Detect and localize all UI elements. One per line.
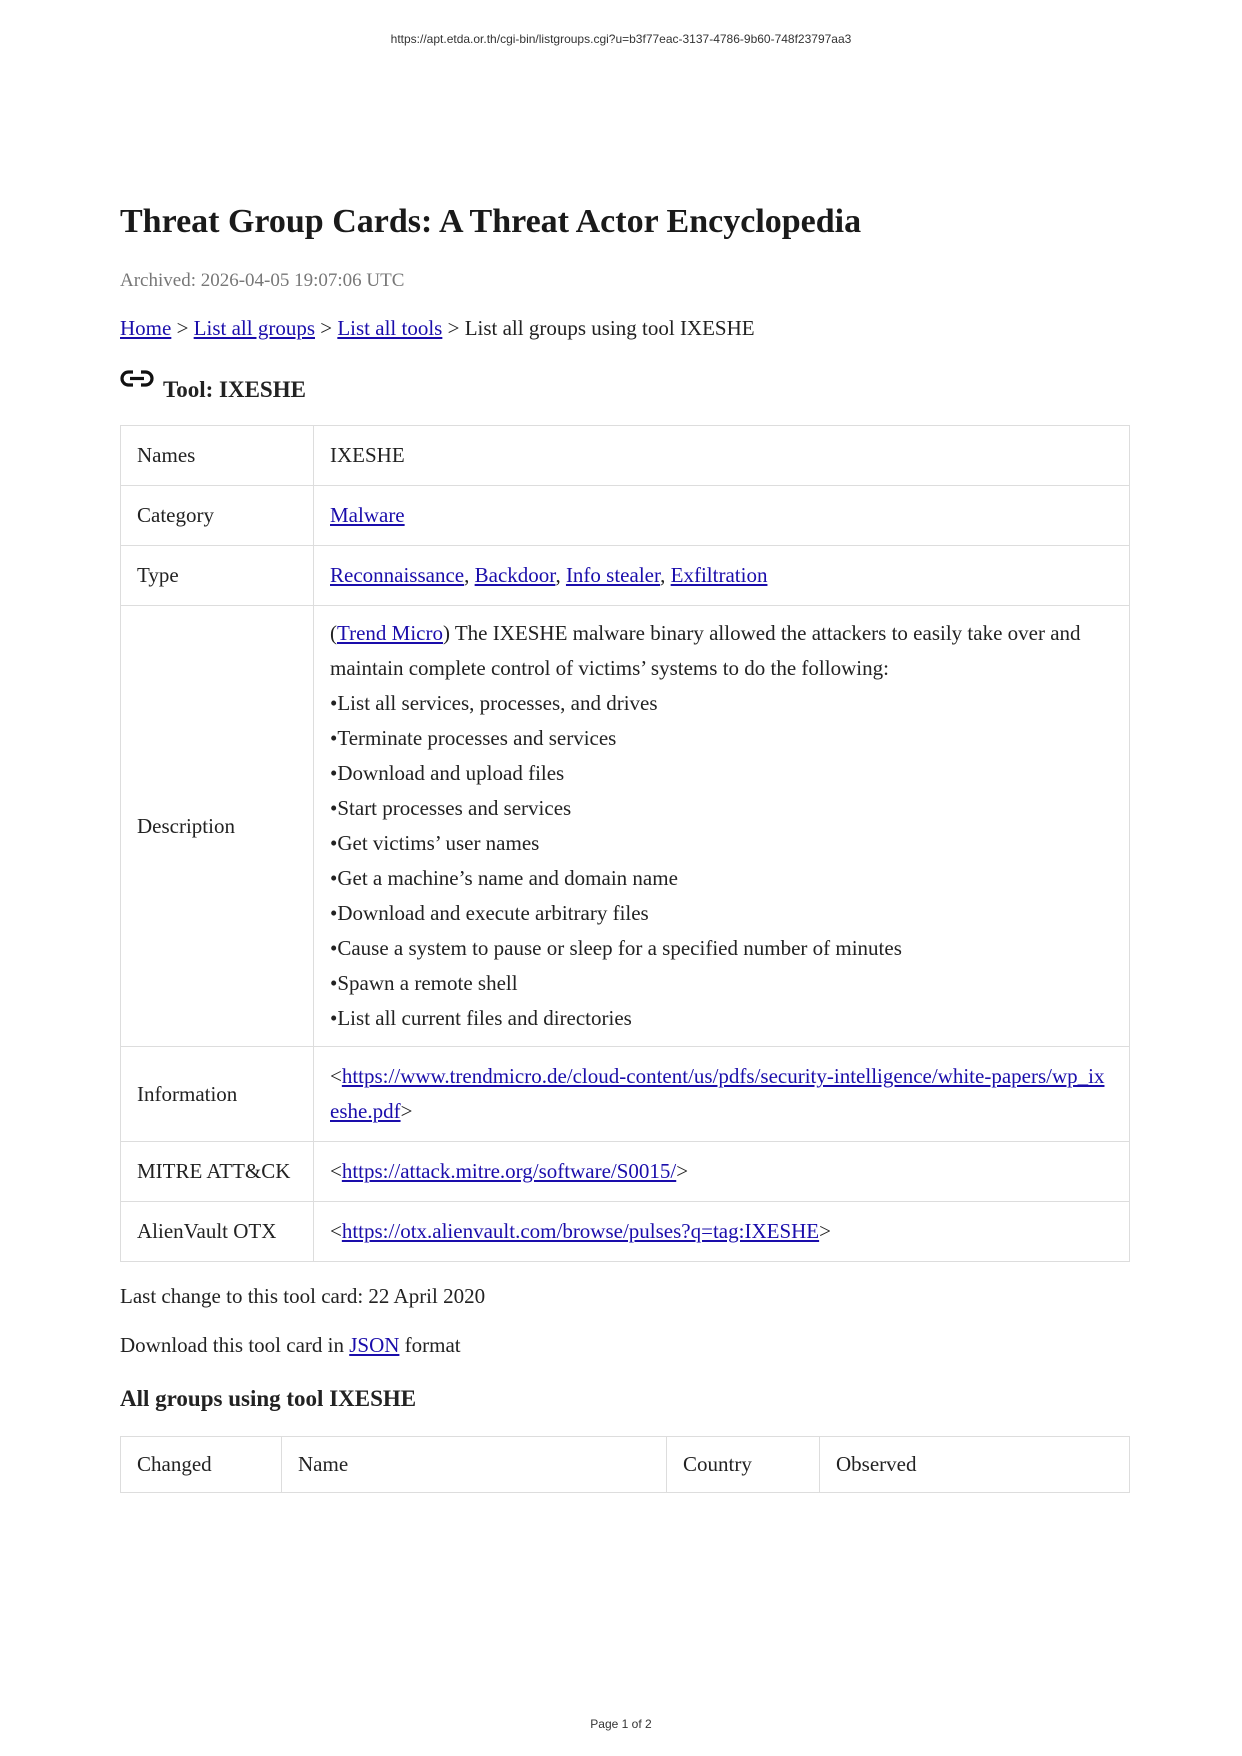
page-title: Threat Group Cards: A Threat Actor Encyclopedia [120, 203, 862, 240]
list-item: • List all services, processes, and drives [330, 686, 1113, 721]
breadcrumb-separator: > [320, 316, 333, 341]
tool-heading [120, 377, 1130, 403]
type-separator: , [660, 563, 671, 588]
list-item: • Download and upload files [330, 756, 1113, 791]
archived-timestamp: Archived: 2026-04-05 19:07:06 UTC [120, 270, 405, 292]
description-label: Description [121, 606, 314, 1047]
tool-info-table [120, 425, 1130, 1262]
table-header-row [121, 1437, 1130, 1493]
type-value [314, 546, 1130, 606]
angle-open: < [330, 1219, 342, 1244]
list-item: • Cause a system to pause or sleep for a specified number of minutes [330, 931, 1113, 966]
angle-close: > [676, 1159, 689, 1184]
otx-link[interactable]: https://otx.alienvault.com/browse/pulses?q=tag:IXESHE [341, 1219, 820, 1244]
type-info-stealer-link[interactable]: Info stealer [565, 563, 661, 588]
groups-heading: All groups using tool IXESHE [120, 1386, 417, 1412]
breadcrumb-home-link[interactable]: Home [120, 316, 172, 341]
type-reconnaissance-link[interactable]: Reconnaissance [330, 563, 465, 588]
mitre-label: MITRE ATT&CK [121, 1142, 314, 1202]
description-intro [330, 616, 1113, 686]
link-icon [120, 369, 154, 389]
list-item: • Download and execute arbitrary files [330, 896, 1113, 931]
table-row [121, 1202, 1130, 1262]
table-row [121, 486, 1130, 546]
trend-micro-link[interactable]: Trend Micro [337, 621, 443, 646]
list-item: • Start processes and services [330, 791, 1113, 826]
angle-open: < [330, 1064, 342, 1089]
table-row [121, 606, 1130, 1047]
main-content [120, 200, 1130, 1493]
type-separator: , [555, 563, 566, 588]
breadcrumb [120, 316, 1130, 341]
table-row [121, 1142, 1130, 1202]
column-header-country: Country [667, 1437, 820, 1493]
breadcrumb-separator: > [176, 316, 189, 341]
information-value [314, 1047, 1130, 1142]
information-label: Information [121, 1047, 314, 1142]
description-value [314, 606, 1130, 1047]
description-intro-text: ) The IXESHE malware binary allowed the attackers to easily take over and maintain complete control of victims’ systems to do the following: [330, 621, 1081, 681]
column-header-changed: Changed [121, 1437, 282, 1493]
angle-close: > [400, 1099, 413, 1124]
names-value: IXESHE [314, 426, 1130, 486]
breadcrumb-tools-link[interactable]: List all tools [337, 316, 443, 341]
column-header-observed: Observed [820, 1437, 1130, 1493]
description-open-paren: ( [330, 621, 337, 646]
download-prefix: Download this tool card in [120, 1333, 350, 1358]
last-change-text: Last change to this tool card: 22 April 2020 [120, 1284, 486, 1309]
category-value [314, 486, 1130, 546]
angle-open: < [330, 1159, 342, 1184]
tool-heading-text: Tool: IXESHE [163, 377, 306, 403]
table-row [121, 546, 1130, 606]
table-row [121, 1047, 1130, 1142]
type-separator: , [464, 563, 475, 588]
type-label: Type [121, 546, 314, 606]
names-label: Names [121, 426, 314, 486]
list-item: • Get a machine’s name and domain name [330, 861, 1113, 896]
table-row [121, 426, 1130, 486]
json-download-link[interactable]: JSON [349, 1333, 400, 1358]
angle-close: > [819, 1219, 831, 1244]
type-exfiltration-link[interactable]: Exfiltration [670, 563, 768, 588]
column-header-name: Name [282, 1437, 667, 1493]
list-item: • Terminate processes and services [330, 721, 1113, 756]
mitre-value [314, 1142, 1130, 1202]
information-link[interactable]: https://www.trendmicro.de/cloud-content/us/pdfs/security-intelligence/white-papers/wp_ixeshe.pdf [330, 1064, 1105, 1124]
download-line [120, 1333, 1130, 1358]
otx-label: AlienVault OTX [121, 1202, 314, 1262]
list-item: • List all current files and directories [330, 1001, 1113, 1036]
category-label: Category [121, 486, 314, 546]
download-suffix: format [399, 1333, 461, 1358]
otx-value [314, 1202, 1130, 1262]
type-backdoor-link[interactable]: Backdoor [474, 563, 556, 588]
page-number: Page 1 of 2 [590, 1717, 652, 1731]
mitre-link[interactable]: https://attack.mitre.org/software/S0015/ [341, 1159, 677, 1184]
category-malware-link[interactable]: Malware [330, 503, 405, 528]
breadcrumb-groups-link[interactable]: List all groups [193, 316, 315, 341]
breadcrumb-separator: > [447, 316, 460, 341]
page-url: https://apt.etda.or.th/cgi-bin/listgroups.cgi?u=b3f77eac-3137-4786-9b60-748f23797aa3 [390, 32, 852, 46]
description-list [330, 686, 1113, 1036]
groups-table [120, 1436, 1130, 1493]
list-item: • Spawn a remote shell [330, 966, 1113, 1001]
breadcrumb-current: List all groups using tool IXESHE [464, 316, 755, 341]
list-item: • Get victims’ user names [330, 826, 1113, 861]
